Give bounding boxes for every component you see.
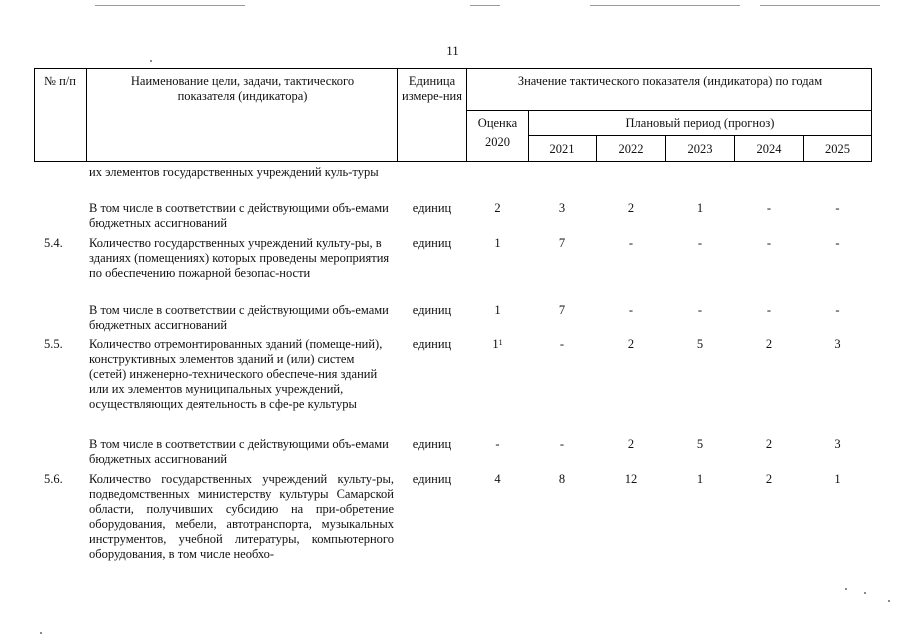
header-divider [466, 110, 872, 111]
row-value: 2 [765, 337, 773, 351]
row-value: - [766, 303, 772, 317]
row-num: 5.5. [44, 337, 63, 351]
row-value: - [628, 236, 634, 250]
row-value-text: 1 [492, 337, 499, 351]
row-value: - [766, 236, 772, 250]
row-num: 5.6. [44, 472, 63, 486]
row-value: - [495, 437, 500, 451]
row-name: Количество государственных учреждений культу-ры, в зданиях (помещениях) которых проведены мероприятия по обеспечению пожарной безопас-ности [89, 236, 390, 280]
scan-speck [150, 60, 152, 62]
row-value: - [835, 201, 840, 215]
row-name: В том числе в соответствии с действующими объ-емами бюджетных ассигнований [89, 437, 389, 466]
row-value: 1 [834, 472, 841, 486]
row-value: 2 [627, 437, 635, 451]
row-value: 8 [558, 472, 566, 486]
header-year: 2024 [756, 142, 782, 156]
row-unit: единиц [412, 201, 452, 215]
page-number: 11 [446, 43, 459, 58]
row-value: - [559, 337, 565, 351]
row-name: Количество государственных учреждений культу-ры, подведомственных министерству культуры Самарской области, получивших субсидию на при-обретение оборудования, мебели, автотранспорта, музыкальных инструментов, учебной литературы, компьютерного оборудования, в том числе необхо- [89, 472, 394, 561]
row-value: 1 [696, 201, 704, 215]
header-num: № п/п [44, 74, 76, 88]
header-estimate-label: Оценка [477, 116, 518, 130]
scan-artifact [590, 5, 740, 6]
row-name: В том числе в соответствии с действующими объ-емами бюджетных ассигнований [89, 303, 389, 332]
header-year: 2022 [618, 142, 644, 156]
row-value: 2 [765, 437, 773, 451]
row-name: Количество отремонтированных зданий (помеще-ний), конструктивных элементов зданий и (или) систем (сетей) инженерно-технического обеспече-ния зданий или их элементов муниципальных учреждений, осуществляющих деятельность в сфе-ре культуры [89, 337, 383, 411]
row-value: 3 [558, 201, 566, 215]
row-name: В том числе в соответствии с действующими объ-емами бюджетных ассигнований [89, 201, 389, 230]
row-value: 3 [834, 337, 841, 351]
table-top-border [34, 68, 872, 69]
scan-speck [888, 600, 890, 602]
header-bottom-border [34, 161, 872, 162]
header-divider [528, 135, 872, 136]
row-unit: единиц [412, 437, 452, 451]
scan-speck [40, 632, 42, 634]
row-unit: единиц [412, 303, 452, 317]
row-value: 5 [696, 437, 704, 451]
row-value: 1 [696, 472, 704, 486]
row-value: 3 [834, 437, 841, 451]
row-value: 7 [558, 236, 566, 250]
header-unit: Единица измере-ния [402, 74, 462, 103]
row-value: 1 [494, 236, 501, 250]
header-estimate-year: 2020 [485, 135, 510, 149]
row-value: - [835, 303, 840, 317]
row-value: 1 [494, 303, 501, 317]
row-value: 2 [627, 201, 635, 215]
scan-artifact [95, 5, 245, 6]
header-year: 2021 [549, 142, 575, 156]
row-value [467, 337, 528, 352]
row-value: - [697, 303, 703, 317]
row-value: 12 [624, 472, 638, 486]
row-value: 2 [627, 337, 635, 351]
col-border [34, 68, 35, 162]
row-unit: единиц [412, 236, 452, 250]
col-border [86, 68, 87, 162]
row-value: - [835, 236, 840, 250]
row-unit: единиц [412, 337, 452, 351]
header-plan-label: Плановый период (прогноз) [625, 116, 775, 130]
header-value-title: Значение тактического показателя (индикатора) по годам [517, 74, 823, 88]
scan-artifact [470, 5, 500, 6]
row-value: - [559, 437, 565, 451]
col-border [397, 68, 398, 162]
row-unit: единиц [412, 472, 452, 486]
col-border [871, 68, 872, 162]
header-year: 2025 [825, 142, 850, 156]
row-value: - [766, 201, 772, 215]
scan-speck [864, 592, 866, 594]
row-name: их элементов государственных учреждений куль-туры [89, 165, 379, 179]
row-value: 5 [696, 337, 704, 351]
footnote-marker: 1 [498, 338, 503, 347]
scan-speck [845, 588, 847, 590]
header-year: 2023 [687, 142, 713, 156]
row-value: - [697, 236, 703, 250]
row-value: - [628, 303, 634, 317]
row-value: 2 [765, 472, 773, 486]
row-value: 7 [558, 303, 566, 317]
row-value: 4 [494, 472, 501, 486]
header-name: Наименование цели, задачи, тактического показателя (индикатора) [130, 74, 355, 103]
row-value: 2 [494, 201, 501, 215]
scan-artifact [760, 5, 880, 6]
row-num: 5.4. [44, 236, 63, 250]
